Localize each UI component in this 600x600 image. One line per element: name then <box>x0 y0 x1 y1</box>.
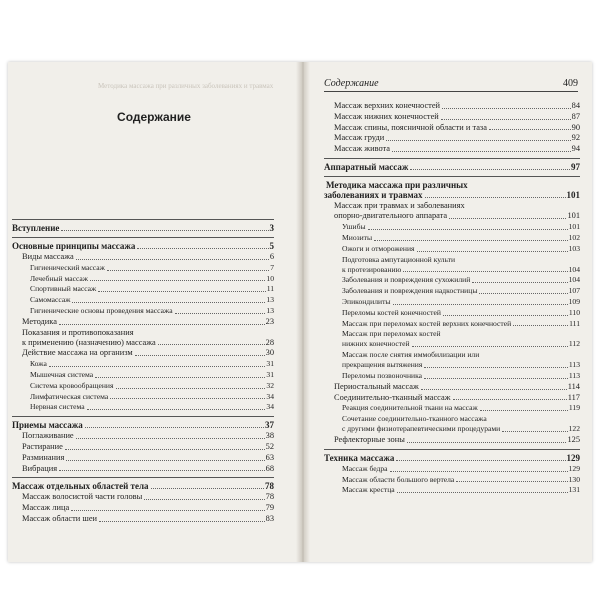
toc-entry[interactable]: Массаж груди 92 <box>334 133 580 143</box>
toc-entry[interactable]: Переломы костей конечностей 110 <box>342 307 580 317</box>
toc-entry[interactable]: Виды массажа 6 <box>22 252 274 261</box>
toc-entry[interactable]: Система кровообращения 32 <box>30 380 274 390</box>
divider <box>12 416 274 417</box>
toc-entry-line[interactable]: Массаж при переломах костей <box>342 329 441 339</box>
toc-entry[interactable]: Массаж спины, поясничной области и таза 90 <box>334 122 580 132</box>
toc-entry[interactable]: заболеваниях и травмах 101 <box>324 190 580 201</box>
header-title: Содержание <box>324 78 379 89</box>
toc-entry[interactable]: опорно-двигательного аппарата 101 <box>334 211 580 221</box>
toc-entry[interactable]: Ожоги и отморожения 103 <box>342 243 580 253</box>
toc-entry[interactable]: Приемы массажа 37 <box>12 420 274 431</box>
page-title: Содержание <box>117 110 191 124</box>
toc-entry[interactable]: прекращения вытяжения 113 <box>342 360 580 370</box>
toc-entry-line[interactable]: Подготовка ампутационной культи <box>342 254 456 264</box>
book-spread <box>8 62 592 562</box>
toc-entry[interactable]: с другими физиотерапевтическими процедурами 122 <box>342 424 580 434</box>
toc-entry[interactable]: Поглаживание 38 <box>22 431 274 441</box>
toc-entry[interactable]: Рефлекторные зоны 125 <box>334 435 580 445</box>
toc-entry[interactable]: Массаж области шеи 83 <box>22 513 274 523</box>
toc-entry[interactable]: Массаж верхних конечностей 84 <box>334 101 580 110</box>
divider <box>12 237 274 238</box>
toc-entry[interactable]: Гигиенический массаж 7 <box>30 262 274 272</box>
toc-entry[interactable]: Реакция соединительной ткани на массаж 119 <box>342 403 580 413</box>
toc-entry[interactable]: Периостальный массаж 114 <box>334 381 580 391</box>
toc-entry[interactable]: Методика 23 <box>22 316 274 326</box>
toc-entry[interactable]: Основные принципы массажа 5 <box>12 241 274 251</box>
toc-entry[interactable]: Мышечная система 31 <box>30 369 274 379</box>
toc-entry[interactable]: Ушибы 101 <box>342 222 580 232</box>
toc-entry[interactable]: Растирание 52 <box>22 441 274 451</box>
toc-entry[interactable]: Массаж отдельных областей тела 78 <box>12 481 274 492</box>
running-header <box>324 78 578 92</box>
toc-entry[interactable]: Массаж лица 79 <box>22 503 274 513</box>
toc-entry[interactable]: Массаж крестца 131 <box>342 485 580 495</box>
toc-entry[interactable]: Массаж нижних конечностей 87 <box>334 111 580 121</box>
toc-entry[interactable]: Вступление 3 <box>12 223 274 233</box>
toc-entry[interactable]: Кожа 31 <box>30 359 274 369</box>
toc-entry[interactable]: Гигиенические основы проведения массажа 13 <box>30 305 274 315</box>
toc-entry[interactable]: Спортивный массаж 11 <box>30 284 274 294</box>
toc-entry[interactable]: Разминания 63 <box>22 452 274 462</box>
toc-entry-line[interactable]: Методика массажа при различных <box>326 179 468 190</box>
toc-entry[interactable]: к протезированию 104 <box>342 264 580 274</box>
toc-entry[interactable]: нижних конечностей 112 <box>342 339 580 349</box>
toc-entry[interactable]: Техника массажа 129 <box>324 452 580 463</box>
toc-entry[interactable]: Лечебный массаж 10 <box>30 273 274 283</box>
toc-entry[interactable]: Переломы позвоночника 113 <box>342 371 580 381</box>
toc-entry[interactable]: к применению (назначению) массажа 28 <box>22 337 274 347</box>
toc-left <box>12 216 274 525</box>
toc-entry[interactable]: Массаж области большого вертела 130 <box>342 474 580 484</box>
toc-entry[interactable]: Эпикондилиты 109 <box>342 297 580 307</box>
toc-entry-line[interactable]: Массаж при травмах и заболеваниях <box>334 201 465 211</box>
toc-entry[interactable]: Самомассаж 13 <box>30 295 274 305</box>
toc-entry[interactable]: Массаж волосистой части головы 78 <box>22 492 274 502</box>
toc-entry[interactable]: Действие массажа на организм 30 <box>22 348 274 358</box>
toc-entry[interactable]: Соединительно-тканный массаж 117 <box>334 392 580 402</box>
toc-entry[interactable]: Миозиты 102 <box>342 233 580 243</box>
toc-entry-line[interactable]: Массаж после снятия иммобилизации или <box>342 350 480 360</box>
toc-entry[interactable]: Массаж живота 94 <box>334 144 580 154</box>
toc-entry[interactable]: Нервная система 34 <box>30 402 274 412</box>
page-number: 409 <box>563 78 578 89</box>
show-through-text: Методика массажа при различных заболеваниях и травмах <box>98 82 274 90</box>
divider <box>324 449 580 450</box>
divider <box>12 477 274 478</box>
toc-entry[interactable]: Вибрация 68 <box>22 463 274 473</box>
left-page <box>8 62 300 562</box>
toc-entry[interactable]: Заболевания и повреждения надкостницы 107 <box>342 286 580 296</box>
divider <box>12 219 274 220</box>
toc-entry-line[interactable]: Показания и противопоказания <box>22 327 134 337</box>
toc-entry[interactable]: Массаж при переломах костей верхних конечностей 111 <box>342 318 580 328</box>
right-page <box>308 62 592 562</box>
toc-entry[interactable]: Заболевания и повреждения сухожилий 104 <box>342 275 580 285</box>
divider <box>324 158 580 159</box>
toc-entry[interactable]: Аппаратный массаж 97 <box>324 161 580 172</box>
toc-entry[interactable]: Массаж бедра 129 <box>342 463 580 473</box>
toc-entry[interactable]: Лимфатическая система 34 <box>30 391 274 401</box>
toc-entry-line[interactable]: Сочетание соединительно-тканного массажа <box>342 414 487 424</box>
divider <box>324 176 580 177</box>
toc-right <box>324 101 580 496</box>
